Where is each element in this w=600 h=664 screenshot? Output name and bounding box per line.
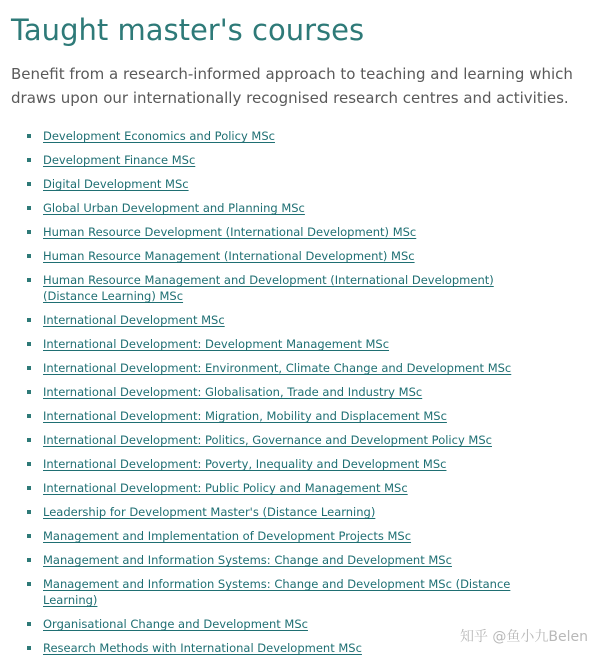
bullet-icon xyxy=(27,390,31,394)
bullet-icon xyxy=(27,318,31,322)
bullet-icon xyxy=(27,646,31,650)
bullet-icon xyxy=(27,134,31,138)
course-link[interactable]: International Development: Development Management MSc xyxy=(43,337,390,351)
bullet-icon xyxy=(27,438,31,442)
course-link[interactable]: International Development: Migration, Mobility and Displacement MSc xyxy=(43,409,447,423)
bullet-icon xyxy=(27,254,31,258)
course-link[interactable]: Global Urban Development and Planning MSc xyxy=(43,201,305,215)
bullet-icon xyxy=(27,582,31,586)
list-item xyxy=(0,480,600,496)
course-link[interactable]: Management and Implementation of Development Projects MSc xyxy=(43,529,412,543)
list-item xyxy=(0,456,600,472)
course-link[interactable]: International Development: Globalisation, Trade and Industry MSc xyxy=(43,385,423,399)
course-link[interactable]: International Development: Poverty, Inequality and Development MSc xyxy=(43,457,447,471)
list-item xyxy=(0,408,600,424)
list-item xyxy=(0,312,600,328)
bullet-icon xyxy=(27,230,31,234)
list-item xyxy=(0,504,600,520)
course-link[interactable]: Development Economics and Policy MSc xyxy=(43,129,275,143)
list-item xyxy=(0,360,600,376)
bullet-icon xyxy=(27,622,31,626)
course-link[interactable]: Human Resource Management and Development (International Development) (Distance Learning) MSc xyxy=(43,273,494,303)
course-list xyxy=(0,128,600,664)
course-link[interactable]: International Development: Environment, Climate Change and Development MSc xyxy=(43,361,512,375)
course-link[interactable]: Leadership for Development Master's (Distance Learning) xyxy=(43,505,376,519)
list-item xyxy=(0,336,600,352)
bullet-icon xyxy=(27,510,31,514)
bullet-icon xyxy=(27,486,31,490)
list-item xyxy=(0,248,600,264)
bullet-icon xyxy=(27,342,31,346)
bullet-icon xyxy=(27,182,31,186)
course-link[interactable]: Management and Information Systems: Change and Development MSc (Distance Learning) xyxy=(43,577,511,607)
list-item xyxy=(0,152,600,168)
bullet-icon xyxy=(27,366,31,370)
list-item xyxy=(0,224,600,240)
bullet-icon xyxy=(27,558,31,562)
course-link[interactable]: Human Resource Management (International Development) MSc xyxy=(43,249,415,263)
bullet-icon xyxy=(27,158,31,162)
bullet-icon xyxy=(27,414,31,418)
list-item xyxy=(0,432,600,448)
page-title: Taught master's courses xyxy=(11,13,365,47)
course-link[interactable]: International Development: Politics, Governance and Development Policy MSc xyxy=(43,433,492,447)
course-link[interactable]: International Development: Public Policy and Management MSc xyxy=(43,481,408,495)
list-item xyxy=(0,384,600,400)
list-item xyxy=(0,128,600,144)
bullet-icon xyxy=(27,462,31,466)
course-link[interactable]: Organisational Change and Development MSc xyxy=(43,617,308,631)
bullet-icon xyxy=(27,206,31,210)
bullet-icon xyxy=(27,534,31,538)
course-link[interactable]: Management and Information Systems: Change and Development MSc xyxy=(43,553,452,567)
list-item xyxy=(0,200,600,216)
course-link[interactable]: International Development MSc xyxy=(43,313,225,327)
page-subtitle: Benefit from a research-informed approach to teaching and learning which draws upon our internationally recognised research centres and activities. xyxy=(11,65,573,107)
course-link[interactable]: Research Methods with International Development MSc xyxy=(43,641,362,655)
list-item xyxy=(0,552,600,568)
list-item xyxy=(0,576,600,608)
list-item xyxy=(0,176,600,192)
list-item xyxy=(0,528,600,544)
watermark: 知乎 @鱼小九Belen xyxy=(459,629,588,645)
course-link[interactable]: Development Finance MSc xyxy=(43,153,196,167)
course-link[interactable]: Digital Development MSc xyxy=(43,177,189,191)
list-item xyxy=(0,272,600,304)
bullet-icon xyxy=(27,278,31,282)
course-link[interactable]: Human Resource Development (International Development) MSc xyxy=(43,225,417,239)
